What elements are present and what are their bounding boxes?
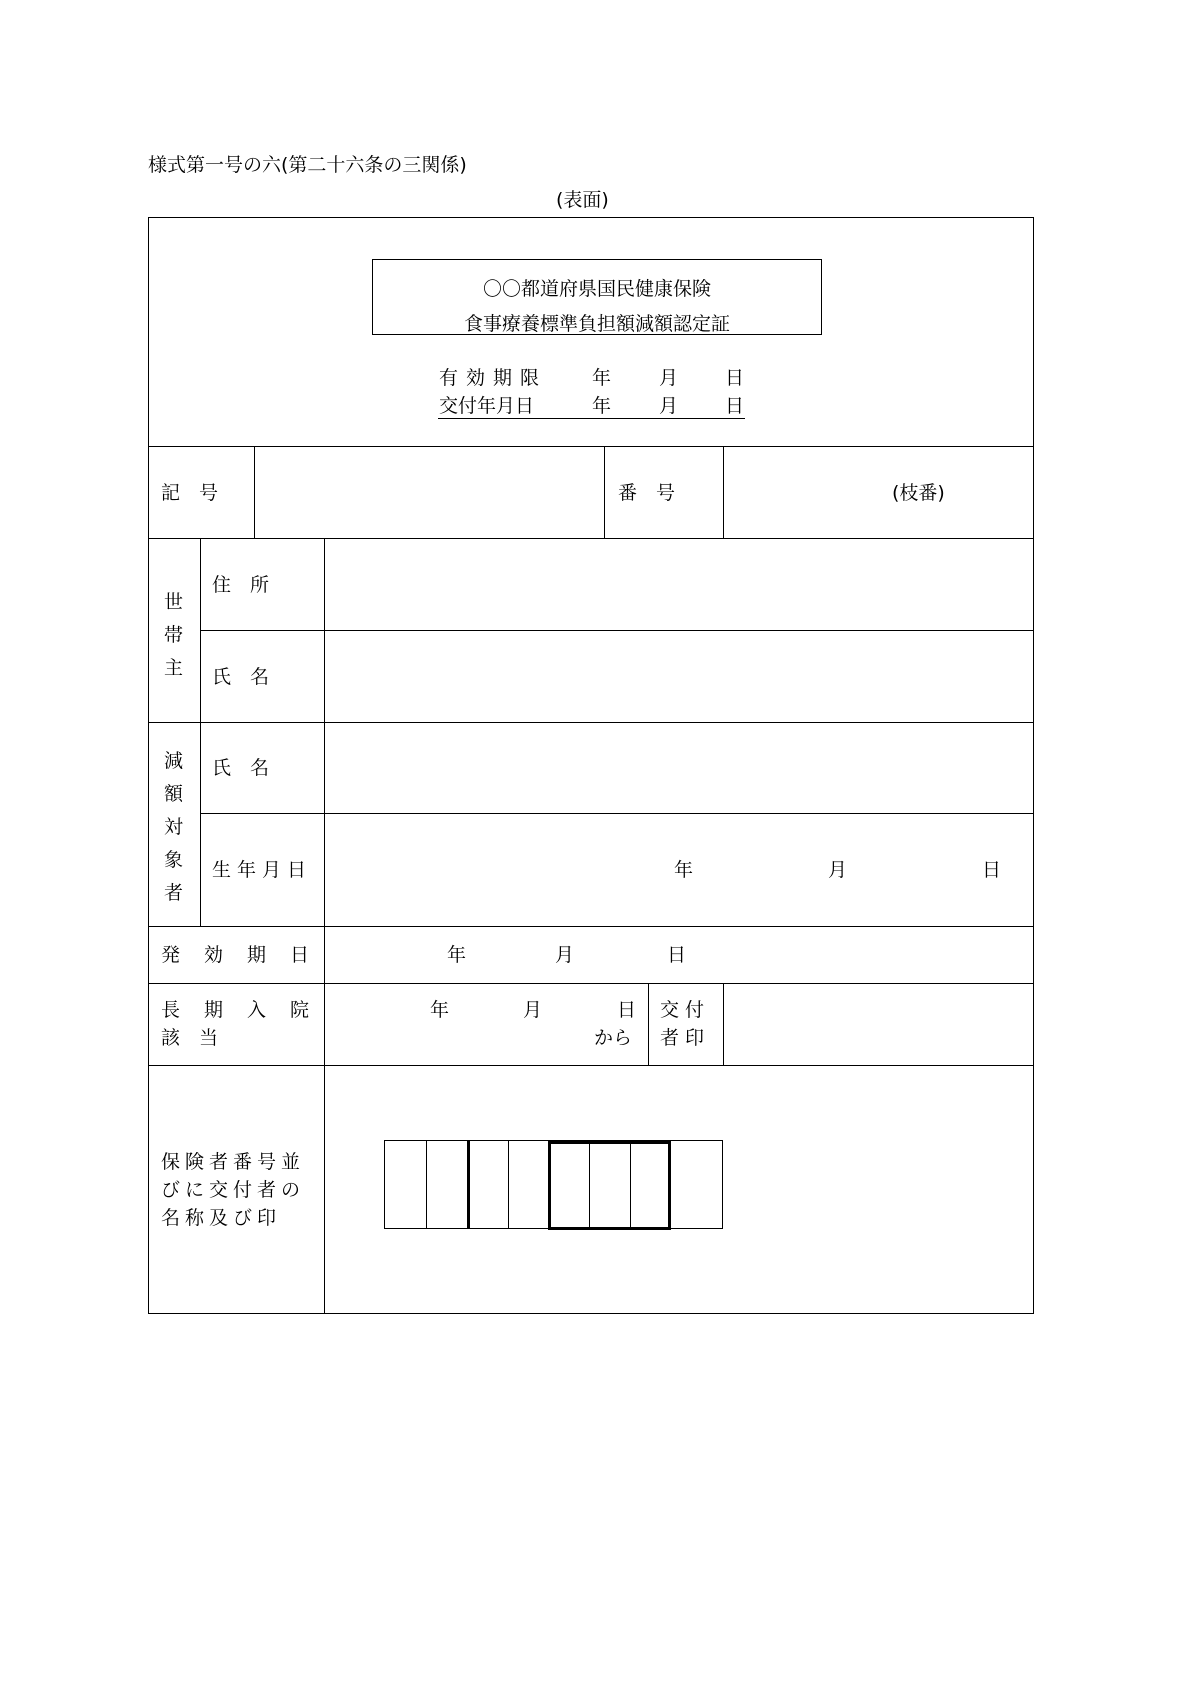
long-stay-month: 月 [523, 999, 543, 1021]
birth-month: 月 [828, 859, 848, 881]
grid-cell-divider [508, 1140, 509, 1229]
bango-label: 番 号 [618, 482, 676, 504]
divider [200, 538, 201, 926]
divider [200, 813, 1034, 814]
address-label: 住 所 [212, 574, 270, 596]
issue-underline [438, 418, 745, 419]
divider [148, 1065, 1034, 1066]
divider [148, 722, 1034, 723]
grid-cell-divider [630, 1140, 631, 1229]
issue-day: 日 [725, 395, 745, 417]
divider [604, 446, 605, 538]
divider [148, 926, 1034, 927]
householder-name-label: 氏 名 [212, 666, 270, 688]
divider [148, 983, 1034, 984]
grid-cell-divider [589, 1140, 590, 1229]
householder-label: 世帯主 [164, 591, 184, 679]
insurer-label-1: 保険者番号並 [161, 1151, 306, 1173]
issuer-seal-label: 交付 [660, 999, 711, 1021]
insurer-label-2: びに交付者の [161, 1179, 306, 1201]
title-line2: 食事療養標準負担額減額認定証 [463, 313, 730, 335]
long-stay-year: 年 [430, 999, 450, 1021]
effective-month: 月 [555, 944, 575, 966]
birth-label: 生年月日 [212, 859, 313, 881]
birth-day: 日 [982, 859, 1002, 881]
long-stay-from: から [594, 1027, 633, 1049]
side-label: (表面) [556, 189, 609, 211]
validity-month: 月 [659, 367, 679, 389]
issuer-seal-label-2: 者印 [660, 1027, 711, 1049]
grid-cell-divider [426, 1140, 427, 1229]
long-stay-label: 長期入院 [161, 999, 334, 1021]
grid-cell-divider [467, 1140, 470, 1229]
target-label: 減額対象者 [164, 750, 184, 904]
long-stay-day: 日 [617, 999, 637, 1021]
divider [148, 446, 1034, 447]
divider [254, 446, 255, 538]
insurer-label-3: 名称及び印 [161, 1207, 282, 1229]
issue-date-label: 交付年月日 [439, 395, 535, 417]
validity-year: 年 [592, 367, 612, 389]
effective-day: 日 [667, 944, 687, 966]
birth-year: 年 [674, 859, 694, 881]
divider [200, 630, 1034, 631]
issue-year: 年 [592, 395, 612, 417]
long-stay-label-2: 該 当 [161, 1027, 219, 1049]
title-box [372, 259, 822, 335]
issue-month: 月 [659, 395, 679, 417]
title-line1: 〇〇都道府県国民健康保険 [482, 278, 711, 300]
kigo-label: 記 号 [161, 482, 219, 504]
edaban-label: (枝番) [892, 482, 945, 504]
divider [648, 983, 649, 1065]
divider [148, 538, 1034, 539]
effective-year: 年 [447, 944, 467, 966]
grid-bold-group [548, 1141, 671, 1230]
divider [723, 983, 724, 1065]
divider [324, 538, 325, 1314]
target-name-label: 氏 名 [212, 757, 270, 779]
divider [723, 446, 724, 538]
effective-label: 発効期日 [161, 944, 334, 966]
validity-day: 日 [725, 367, 745, 389]
form-label: 様式第一号の六(第二十六条の三関係) [148, 154, 467, 176]
validity-label: 有効期限 [439, 367, 548, 389]
